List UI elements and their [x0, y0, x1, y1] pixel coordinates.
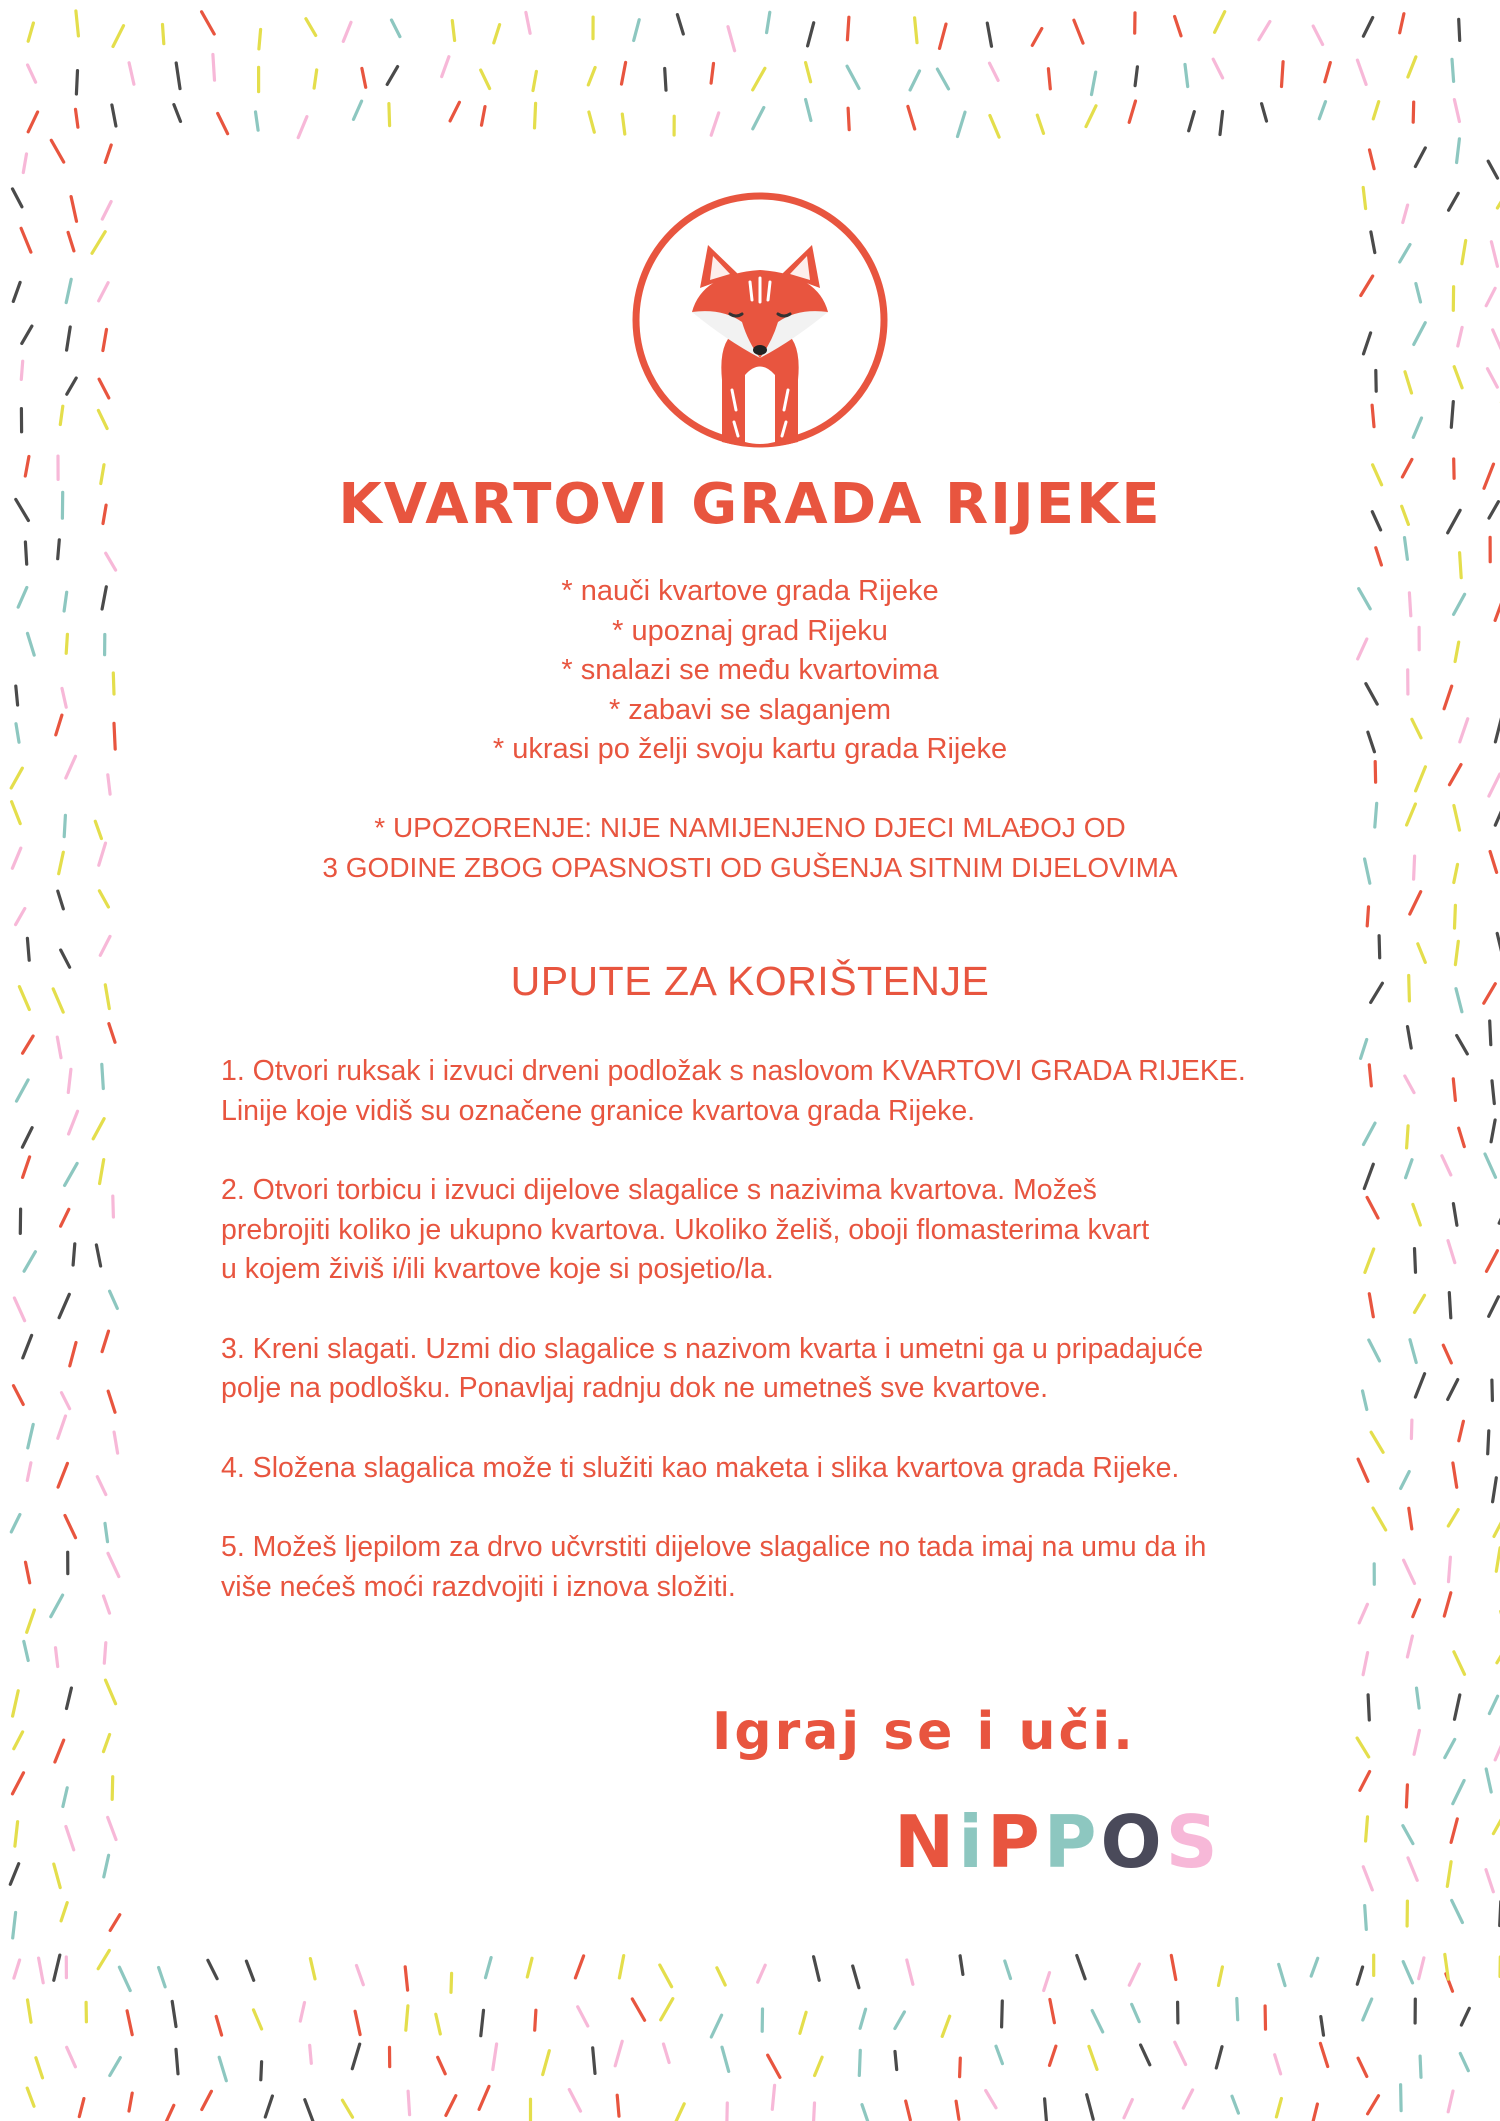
goals-list — [0, 572, 1500, 770]
brand-letter: O — [1100, 1800, 1166, 1884]
step-line: više nećeš moći razdvojiti i iznova složiti. — [221, 1570, 736, 1603]
warning-text — [0, 808, 1500, 887]
instruction-step — [221, 1052, 1331, 1131]
instructions-heading: UPUTE ZA KORIŠTENJE — [510, 958, 990, 1004]
step-line: 5. Možeš ljepilom za drvo učvrstiti dijelove slagalice no tada imaj na umu da ih — [221, 1531, 1207, 1563]
brand-letter: N — [894, 1800, 959, 1884]
instruction-step — [221, 1330, 1331, 1409]
goal-item: * upoznaj grad Rijeku — [612, 614, 888, 647]
page-title: KVARTOVI GRADA RIJEKE — [338, 472, 1162, 537]
step-line: 3. Kreni slagati. Uzmi dio slagalice s nazivom kvarta i umetni ga u pripadajuće — [221, 1332, 1204, 1365]
brand-letter: S — [1165, 1800, 1222, 1884]
instructions-list — [221, 1052, 1331, 1647]
brand-letter: i — [958, 1800, 987, 1884]
goal-item: * nauči kvartove grada Rijeke — [561, 575, 939, 607]
instruction-step — [221, 1449, 1331, 1489]
goal-item: * zabavi se slaganjem — [608, 693, 892, 726]
step-line: 2. Otvori torbicu i izvuci dijelove slagalice s nazivima kvartova. Možeš — [221, 1174, 1097, 1206]
step-line: prebrojiti koliko je ukupno kvartova. Ukoliko želiš, oboji flomasterima kvart — [221, 1213, 1150, 1246]
warning-line: * UPOZORENJE: NIJE NAMIJENJENO DJECI MLAĐOJ OD — [374, 812, 1126, 843]
step-line: u kojem živiš i/ili kvartove koje si posjetio/la. — [221, 1253, 774, 1285]
brand-letter: P — [986, 1800, 1044, 1884]
step-line: Linije koje vidiš su označene granice kvartova grada Rijeke. — [221, 1094, 976, 1127]
slogan: Igraj se i uči. — [712, 1702, 1136, 1762]
brand-logo — [894, 1800, 1222, 1884]
instruction-step — [221, 1171, 1331, 1290]
goal-item: * ukrasi po želji svoju kartu grada Rijeke — [492, 733, 1008, 765]
step-line: 4. Složena slagalica može ti služiti kao maketa i slika kvartova grada Rijeke. — [221, 1451, 1180, 1484]
fox-icon — [630, 190, 890, 450]
warning-line: 3 GODINE ZBOG OPASNOSTI OD GUŠENJA SITNIM DIJELOVIMA — [322, 851, 1178, 883]
instruction-step — [221, 1528, 1331, 1607]
step-line: 1. Otvori ruksak i izvuci drveni podložak s naslovom KVARTOVI GRADA RIJEKE. — [221, 1055, 1246, 1087]
step-line: polje na podlošku. Ponavljaj radnju dok ne umetneš sve kvartove. — [221, 1372, 1049, 1404]
goal-item: * snalazi se među kvartovima — [561, 654, 939, 686]
brand-letter: P — [1043, 1800, 1101, 1884]
